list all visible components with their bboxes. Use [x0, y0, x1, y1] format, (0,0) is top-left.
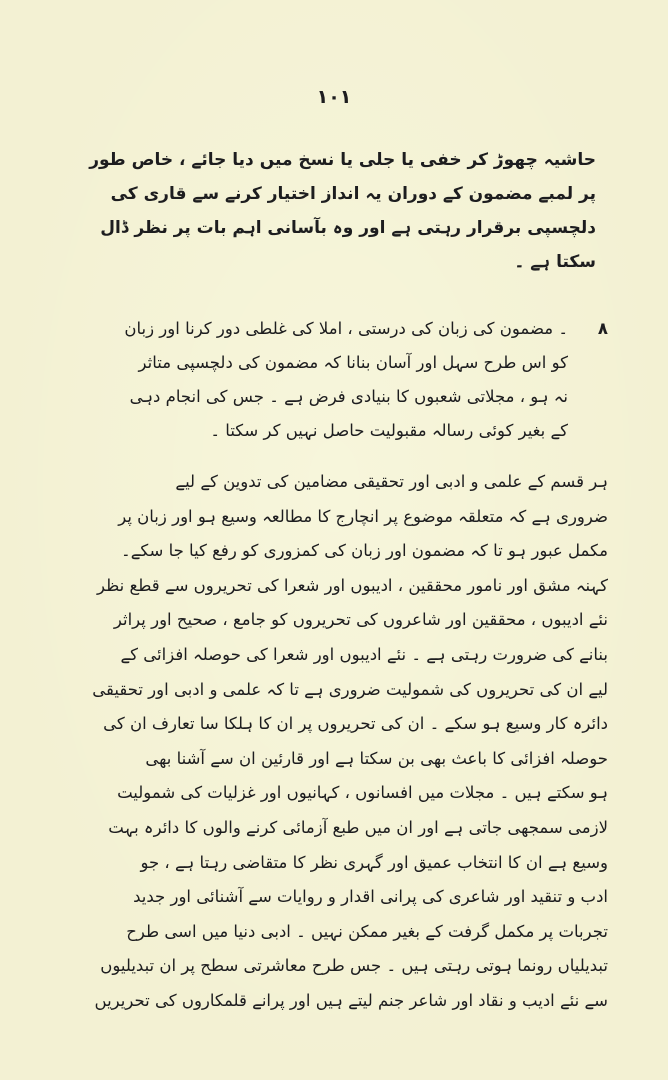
text-line: تجربات پر مکمل گرفت کے بغیر ممکن نہیں ۔ ادبی دنیا میں اسی طرح [126, 921, 608, 941]
text-line: حوصلہ افزائی کا باعث بھی بن سکتا ہے اور قارئین ان سے آشنا بھی [145, 748, 608, 768]
numbered-item-8 [58, 312, 608, 448]
text-line: ضروری ہے کہ متعلقہ موضوع پر انچارج کا مطالعہ وسیع ہو اور زبان پر [118, 506, 608, 526]
text-line: تبدیلیاں رونما ہوتی رہتی ہیں ۔ جس طرح معاشرتی سطح پر ان تبدیلیوں [100, 956, 608, 976]
text-line: ہر قسم کے علمی و ادبی اور تحقیقی مضامین کی تدوین کے لیے [175, 472, 608, 491]
text-line: سے نئے ادیب و نقاد اور شاعر جنم لیتے ہیں اور پرانے قلمکاروں کی تحریریں [94, 990, 608, 1010]
text-line: بنانے کی ضرورت رہتی ہے ۔ نئے ادیبوں اور شعرا کی حوصلہ افزائی کے [120, 644, 608, 664]
text-line: ۔ مضمون کی زبان کی درستی ، املا کی غلطی دور کرنا اور زبان [124, 319, 568, 338]
text-line: دلچسپی برقرار رہتی ہے اور وہ بآسانی اہم بات پر نظر ڈال [100, 218, 596, 238]
text-line: پر لمبے مضمون کے دوران یہ انداز اختیار کرنے سے قاری کی [110, 184, 596, 204]
paragraph-1 [78, 143, 596, 279]
text-line: ہو سکتے ہیں ۔ مجلات میں افسانوں ، کہانیوں اور غزلیات کی شمولیت [117, 783, 608, 803]
text-line: نئے ادیبوں ، محققین اور شاعروں کی تحریروں کو جامع ، صحیح اور پراثر [113, 610, 608, 630]
item-number: ۸ [597, 319, 608, 338]
text-line: سکتا ہے ۔ [514, 252, 596, 272]
text-line: کہنہ مشق اور نامور محققین ، ادیبوں اور شعرا کی تحریروں سے قطع نظر [97, 575, 608, 595]
page-number: ۱۰۱ [316, 86, 352, 108]
text-line: وسیع ہے ان کا انتخاب عمیق اور گہری نظر کا متقاضی رہتا ہے ، جو [140, 852, 608, 872]
paragraph-3 [58, 465, 608, 1019]
text-line: ادب و تنقید اور شاعری کی پرانی اقدار و روایات سے آشنائی اور جدید [133, 887, 608, 907]
text-line: نہ ہو ، مجلاتی شعبوں کا بنیادی فرض ہے ۔ جس کی انجام دہی [129, 387, 568, 406]
text-line: لیے ان کی تحریروں کی شمولیت ضروری ہے تا کہ علمی و ادبی اور تحقیقی [92, 679, 608, 699]
text-line: کو اس طرح سہل اور آسان بنانا کہ مضمون کی دلچسپی متاثر [138, 353, 568, 372]
text-line: لازمی سمجھی جاتی ہے اور ان میں طبع آزمائی کرنے والوں کا دائرہ بہت [108, 817, 608, 837]
text-line: حاشیہ چھوڑ کر خفی یا جلی یا نسخ میں دیا جائے ، خاص طور [89, 150, 596, 170]
text-line: دائرہ کار وسیع ہو سکے ۔ ان کی تحریروں پر ان کا ہلکا سا تعارف ان کی [103, 714, 608, 734]
text-line: کے بغیر کوئی رسالہ مقبولیت حاصل نہیں کر سکتا ۔ [210, 421, 568, 440]
text-line: مکمل عبور ہو تا کہ مضمون اور زبان کی کمزوری کو رفع کیا جا سکے۔ [121, 541, 608, 561]
